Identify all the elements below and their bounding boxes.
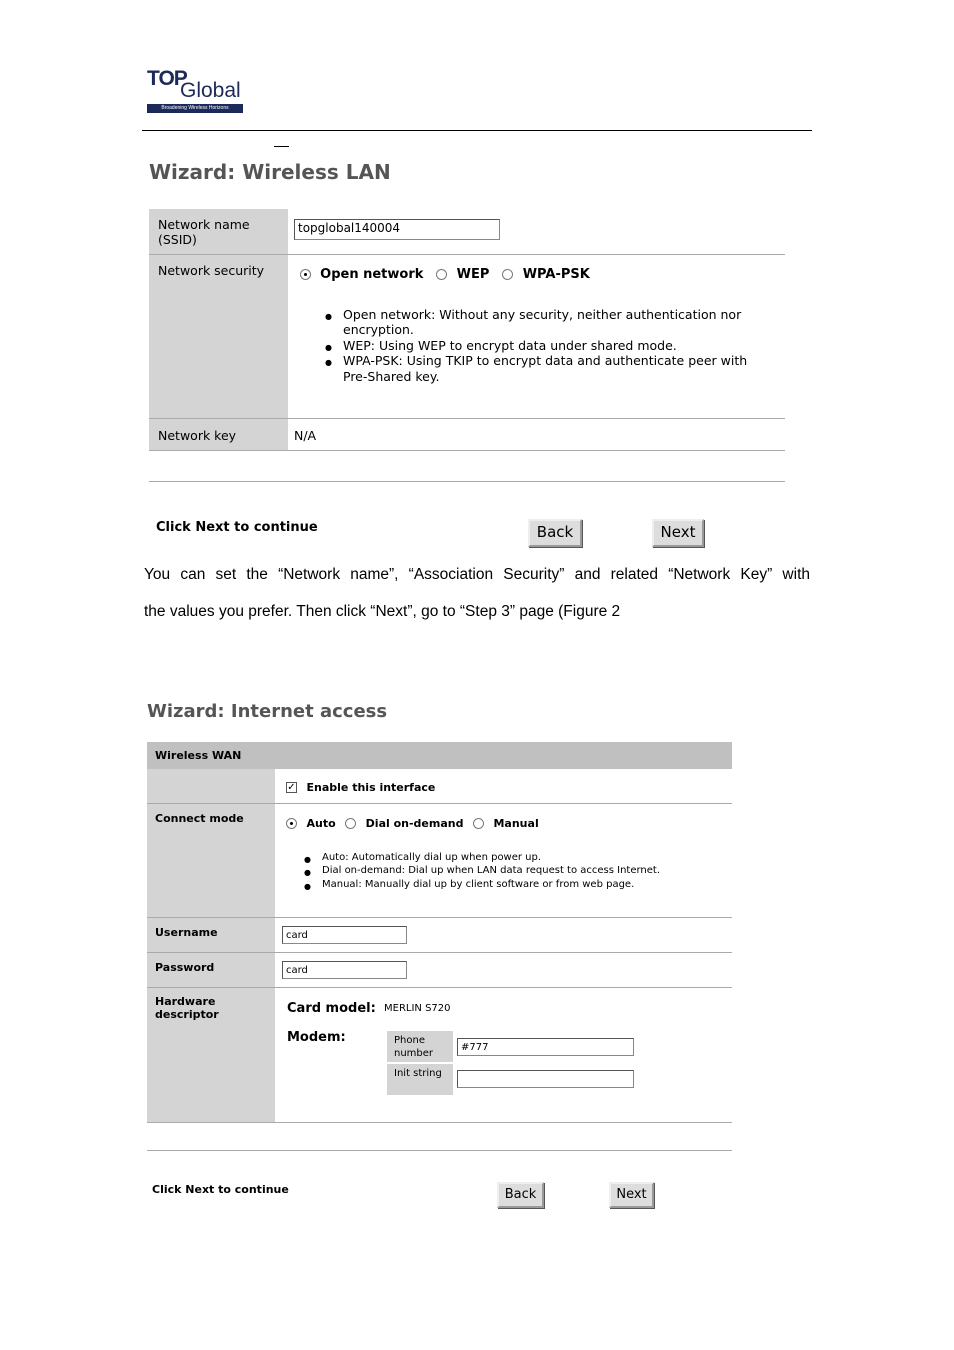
security-options	[300, 267, 785, 282]
radio-wep[interactable]	[436, 269, 447, 280]
phone-number-label: Phone number	[387, 1031, 453, 1062]
enable-interface-checkbox[interactable]: ✓	[287, 781, 296, 793]
inet-back-button[interactable]: Back	[497, 1182, 544, 1208]
connect-mode-notes	[322, 851, 732, 892]
security-notes	[343, 307, 763, 385]
mode-auto-label: Auto	[306, 816, 336, 830]
note-manual: ● Manual: Manually dial up by client software or from web page.	[322, 878, 732, 892]
password-label: Password	[147, 953, 275, 988]
password-input[interactable]: card	[282, 961, 407, 979]
note-dial-on-demand: ● Dial on-demand: Dial up when LAN data request to access Internet.	[322, 864, 732, 878]
wlan-next-button[interactable]: Next	[652, 519, 704, 547]
hardware-descriptor-label: Hardware descriptor	[147, 988, 275, 1123]
mode-manual-label: Manual	[493, 816, 539, 830]
phone-number-input[interactable]: #777	[457, 1038, 634, 1056]
network-key-label: Network key	[149, 418, 288, 450]
note-wep: ● WEP: Using WEP to encrypt data under shared mode.	[343, 338, 763, 354]
radio-wpa-psk[interactable]	[502, 269, 513, 280]
logo-top-text: TOP	[147, 67, 187, 90]
header-dash	[274, 146, 289, 147]
wlan-form	[149, 209, 785, 451]
header-divider	[142, 130, 812, 131]
wlan-title: Wizard: Wireless LAN	[149, 160, 391, 184]
radio-auto[interactable]	[286, 818, 297, 829]
logo-global-text: Global	[180, 79, 241, 102]
radio-open-network[interactable]	[300, 269, 311, 280]
instruction-line-1: You can set the “Network name”, “Association Security” and related “Network Key” with	[144, 566, 810, 583]
note-open-network: ● Open network: Without any security, neither authentication nor encryption.	[343, 307, 763, 338]
modem-label: Modem:	[287, 1030, 346, 1045]
init-string-input[interactable]	[457, 1070, 634, 1088]
note-wpa-psk: ● WPA-PSK: Using TKIP to encrypt data and authenticate peer with Pre-Shared key.	[343, 353, 763, 384]
inet-section-header: Wireless WAN	[147, 742, 732, 769]
enable-row-label	[147, 769, 275, 804]
username-label: Username	[147, 918, 275, 953]
card-model-label: Card model:	[287, 1001, 376, 1016]
card-model-value: MERLIN S720	[384, 1003, 451, 1014]
wlan-footer-divider	[149, 481, 785, 482]
connect-mode-options	[286, 816, 732, 830]
option-wep-label: WEP	[456, 266, 490, 282]
ssid-label: Network name (SSID)	[149, 209, 288, 254]
init-string-label: Init string	[387, 1064, 453, 1095]
inet-footer-text: Click Next to continue	[152, 1183, 289, 1196]
inet-title: Wizard: Internet access	[147, 701, 388, 722]
radio-manual[interactable]	[473, 818, 484, 829]
connect-mode-label: Connect mode	[147, 804, 275, 918]
inet-next-button[interactable]: Next	[609, 1182, 654, 1208]
username-input[interactable]: card	[282, 926, 407, 944]
wlan-back-button[interactable]: Back	[528, 519, 582, 547]
option-open-network-label: Open network	[320, 266, 424, 282]
inet-footer-divider	[147, 1150, 732, 1151]
logo-tagline: Broadening Wireless Horizons	[147, 104, 243, 113]
enable-interface-label: Enable this interface	[306, 780, 436, 794]
instruction-line-2: the values you prefer. Then click “Next”, go to “Step 3” page (Figure 2	[144, 603, 621, 620]
inet-form	[147, 769, 732, 1123]
ssid-input[interactable]: topglobal140004	[294, 219, 500, 240]
option-wpa-psk-label: WPA-PSK	[522, 266, 590, 282]
security-label: Network security	[149, 254, 288, 418]
wlan-footer-text: Click Next to continue	[156, 520, 318, 535]
network-key-value: N/A	[288, 418, 785, 450]
mode-dial-on-demand-label: Dial on-demand	[365, 816, 464, 830]
note-auto: ● Auto: Automatically dial up when power up.	[322, 851, 732, 865]
radio-dial-on-demand[interactable]	[345, 818, 356, 829]
